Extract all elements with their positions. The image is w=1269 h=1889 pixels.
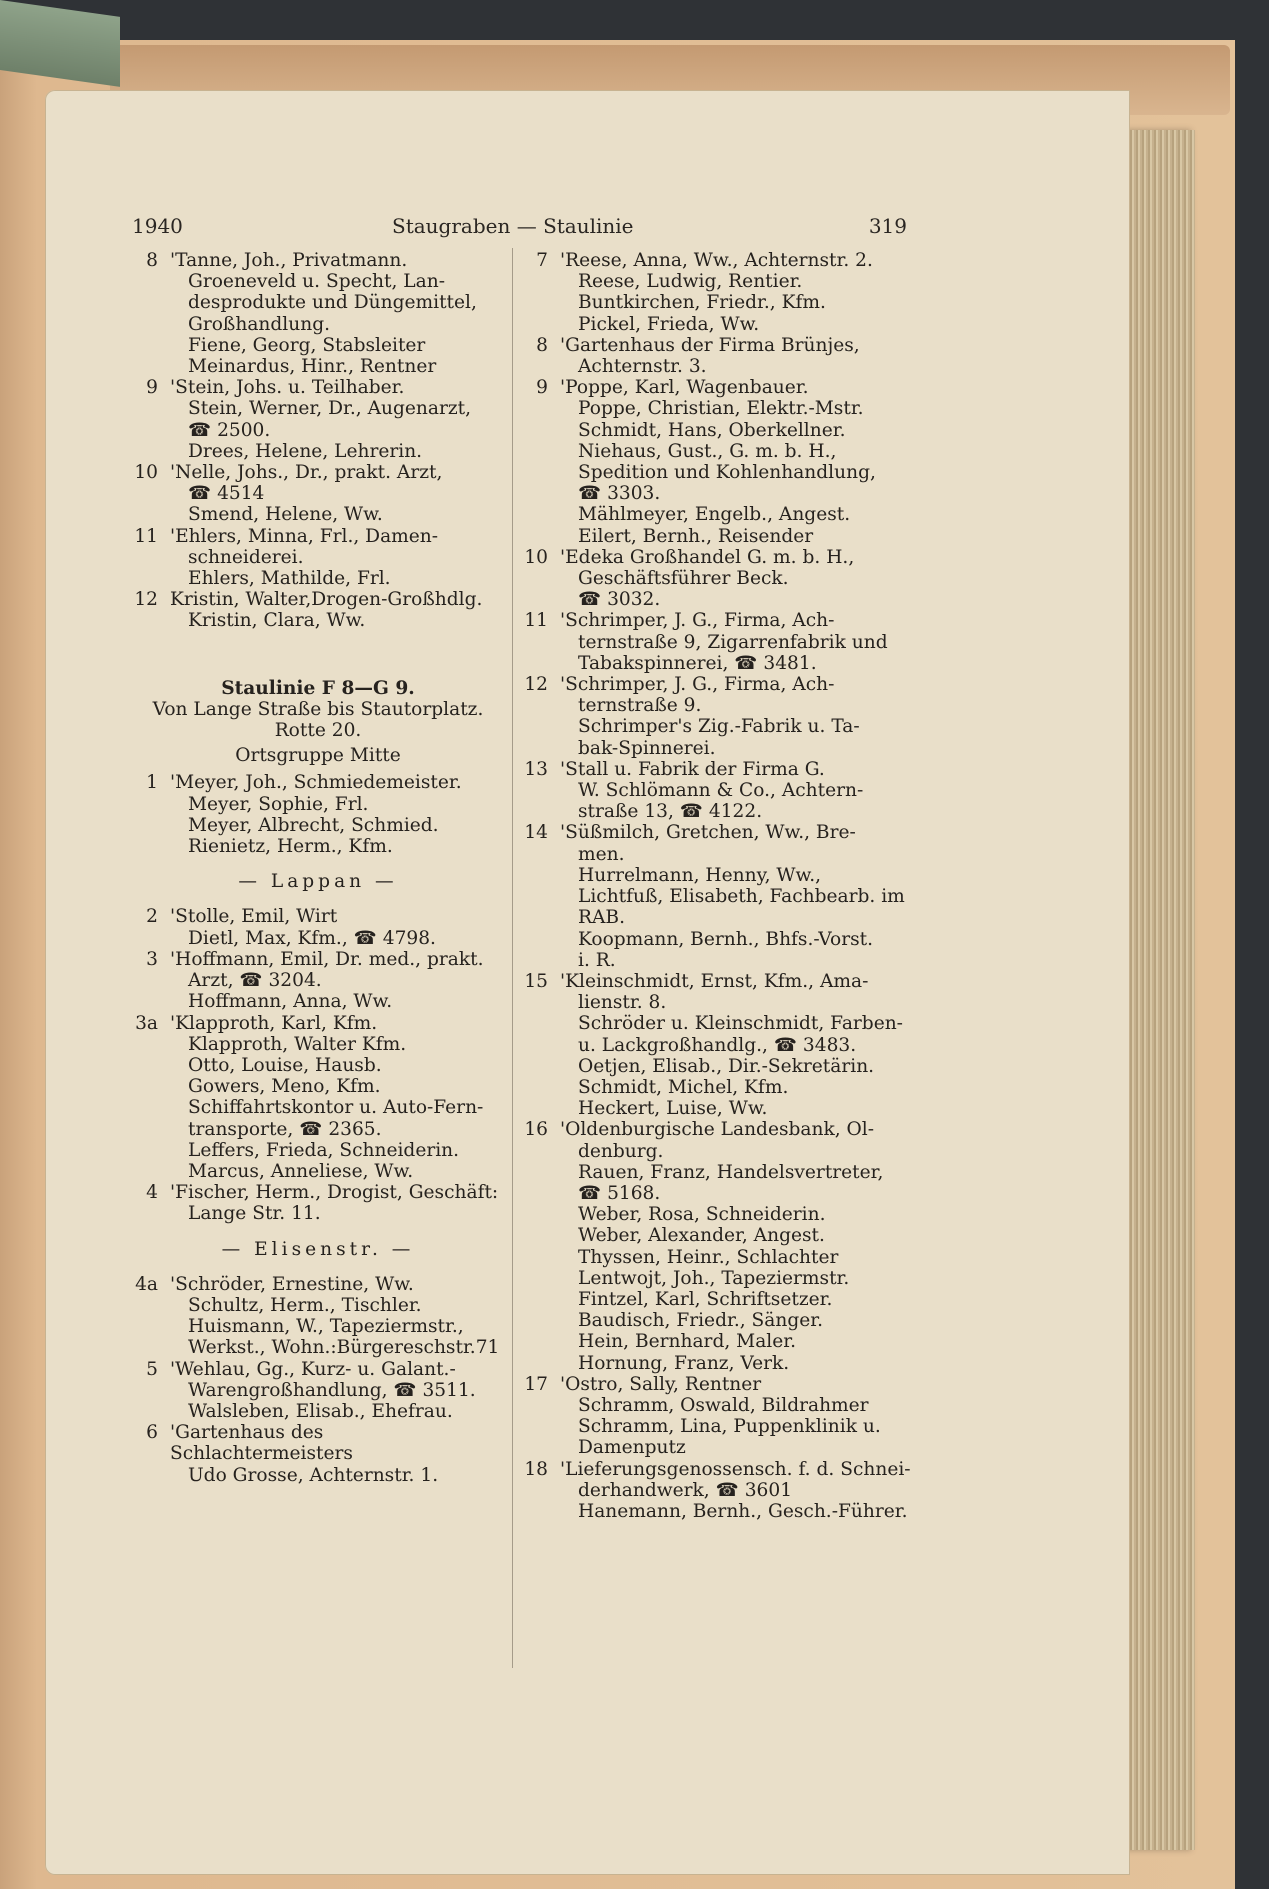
resident-line: Marcus, Anneliese, Ww. xyxy=(188,1160,414,1182)
resident-line: ☎ 4514 xyxy=(188,483,265,505)
resident-line: Werkst., Wohn.:Bürgereschstr.71 xyxy=(188,1337,500,1359)
resident-line: Otto, Louise, Hausb. xyxy=(188,1054,382,1076)
resident-line: Achternstr. 3. xyxy=(578,356,707,378)
resident-line: bak-Spinnerei. xyxy=(578,737,716,759)
resident-line: Hanemann, Bernh., Gesch.-Führer. xyxy=(578,1500,908,1522)
house-number: 4 xyxy=(146,1182,158,1204)
resident-line: 'Nelle, Johs., Dr., prakt. Arzt, xyxy=(170,462,443,484)
resident-line: straße 13, ☎ 4122. xyxy=(578,801,763,823)
house-number: 13 xyxy=(524,758,548,780)
street-description-line: Von Lange Straße bis Stautorplatz. xyxy=(152,698,484,720)
resident-line: Eilert, Bernh., Reisender xyxy=(578,525,814,547)
resident-line: 'Stall u. Fabrik der Firma G. xyxy=(560,758,825,780)
resident-line: Thyssen, Heinr., Schlachter xyxy=(578,1246,839,1268)
resident-line: Geschäftsführer Beck. xyxy=(578,568,789,590)
resident-line: Weber, Alexander, Angest. xyxy=(578,1225,825,1247)
resident-line: Meyer, Sophie, Frl. xyxy=(188,793,369,815)
resident-line: Lichtfuß, Elisabeth, Fachbearb. im xyxy=(578,886,905,908)
resident-line: 'Tanne, Joh., Privatmann. xyxy=(170,250,408,271)
resident-line: 'Ostro, Sally, Rentner xyxy=(560,1373,762,1395)
page-header xyxy=(132,214,907,244)
house-number: 1 xyxy=(146,772,158,794)
house-number: 8 xyxy=(536,334,548,356)
resident-line: Lentwojt, Joh., Tapeziermstr. xyxy=(578,1267,850,1289)
resident-line: ☎ 5168. xyxy=(578,1182,661,1204)
house-entry xyxy=(518,674,913,759)
resident-line: Schiffahrtskontor u. Auto-Fern- xyxy=(188,1097,484,1119)
resident-line: Schröder u. Kleinschmidt, Farben- xyxy=(578,1013,903,1035)
resident-line: ternstraße 9, Zigarrenfabrik und xyxy=(578,631,888,653)
resident-line: Drees, Helene, Lehrerin. xyxy=(188,440,423,462)
house-number: 2 xyxy=(146,906,158,928)
cross-street-heading: — Lappan — xyxy=(238,871,398,893)
resident-line: 'Kleinschmidt, Ernst, Kfm., Ama- xyxy=(560,970,869,992)
resident-line: Hornung, Franz, Verk. xyxy=(578,1352,790,1374)
house-number: 3a xyxy=(135,1012,158,1034)
street-heading: Staulinie F 8—G 9. xyxy=(221,677,415,699)
resident-line: Fiene, Georg, Stabsleiter xyxy=(188,334,426,356)
resident-line: Arzt, ☎ 3204. xyxy=(188,970,322,992)
resident-line: Udo Grosse, Achternstr. 1. xyxy=(188,1464,439,1486)
resident-line: Dietl, Max, Kfm., ☎ 4798. xyxy=(188,927,436,949)
house-number: 17 xyxy=(524,1373,548,1395)
resident-line: 'Fischer, Herm., Drogist, Geschäft: xyxy=(170,1182,499,1204)
house-entry xyxy=(128,949,508,1013)
house-entry xyxy=(128,589,508,631)
house-number: 6 xyxy=(146,1422,158,1444)
resident-line: 'Ehlers, Minna, Frl., Damen- xyxy=(170,525,439,547)
resident-line: Reese, Ludwig, Rentier. xyxy=(578,271,803,293)
resident-line: W. Schlömann & Co., Achtern- xyxy=(578,780,864,802)
resident-line: Baudisch, Friedr., Sänger. xyxy=(578,1310,824,1332)
resident-line: ☎ 2500. xyxy=(188,419,271,441)
resident-line: Oetjen, Elisab., Dir.-Sekretärin. xyxy=(578,1055,875,1077)
house-entry xyxy=(518,335,913,377)
house-number: 18 xyxy=(524,1458,548,1480)
resident-line: ternstraße 9. xyxy=(578,695,702,717)
resident-line: Groeneveld u. Specht, Lan- xyxy=(188,271,445,293)
resident-line: Warengroßhandlung, ☎ 3511. xyxy=(188,1379,476,1401)
resident-line: 'Süßmilch, Gretchen, Ww., Bre- xyxy=(560,822,856,844)
resident-line: Heckert, Luise, Ww. xyxy=(578,1098,768,1120)
resident-line: Ehlers, Mathilde, Frl. xyxy=(188,568,391,590)
house-number: 12 xyxy=(134,589,158,611)
house-entry xyxy=(518,822,913,970)
resident-line: 'Meyer, Joh., Schmiedemeister. xyxy=(170,772,462,794)
house-number: 15 xyxy=(524,970,548,992)
house-number: 11 xyxy=(134,525,158,547)
resident-line: transporte, ☎ 2365. xyxy=(188,1118,382,1140)
right-column xyxy=(518,250,913,1522)
resident-line: derhandwerk, ☎ 3601 xyxy=(578,1479,793,1501)
resident-line: 'Stolle, Emil, Wirt xyxy=(170,906,338,928)
resident-line: 'Gartenhaus der Firma Brünjes, xyxy=(560,334,860,356)
house-number: 8 xyxy=(146,250,158,271)
resident-line: 'Wehlau, Gg., Kurz- u. Galant.- xyxy=(170,1358,456,1380)
resident-line: Hurrelmann, Henny, Ww., xyxy=(578,864,822,886)
cross-street-heading: — Elisenstr. — xyxy=(221,1238,415,1260)
resident-line: Rienietz, Herm., Kfm. xyxy=(188,836,393,858)
resident-line: Hoffmann, Anna, Ww. xyxy=(188,991,393,1013)
resident-line: Kristin, Walter,Drogen-Großhdlg. xyxy=(170,589,483,611)
house-number: 11 xyxy=(524,610,548,632)
resident-line: Stein, Werner, Dr., Augenarzt, xyxy=(188,398,472,420)
resident-line: ☎ 3032. xyxy=(578,589,661,611)
resident-line: 'Oldenburgische Landesbank, Ol- xyxy=(560,1119,875,1141)
house-entry xyxy=(128,377,508,462)
house-number: 9 xyxy=(536,377,548,399)
resident-line: Schramm, Lina, Puppenklinik u. xyxy=(578,1416,881,1438)
resident-line: 'Schröder, Ernestine, Ww. xyxy=(170,1273,414,1295)
house-number: 10 xyxy=(524,546,548,568)
house-number: 5 xyxy=(146,1358,158,1380)
house-entry xyxy=(518,1119,913,1373)
house-number: 4a xyxy=(135,1273,158,1295)
house-number: 16 xyxy=(524,1119,548,1141)
house-entry xyxy=(128,526,508,590)
house-entry xyxy=(518,971,913,1119)
resident-line: Spedition und Kohlenhandlung, xyxy=(578,462,876,484)
resident-line: desprodukte und Düngemittel, xyxy=(188,292,477,314)
house-number: 3 xyxy=(146,948,158,970)
resident-line: Großhandlung. xyxy=(188,313,331,335)
resident-line: 'Lieferungsgenossensch. f. d. Schnei- xyxy=(560,1458,911,1480)
resident-line: u. Lackgroßhandlg., ☎ 3483. xyxy=(578,1034,857,1056)
house-number: 14 xyxy=(524,822,548,844)
resident-line: 'Schrimper, J. G., Firma, Ach- xyxy=(560,674,835,696)
resident-line: Damenputz xyxy=(578,1437,686,1459)
resident-line: Schrimper's Zig.-Fabrik u. Ta- xyxy=(578,716,860,738)
resident-line: Schultz, Herm., Tischler. xyxy=(188,1294,422,1316)
house-entry xyxy=(128,250,508,377)
house-entry xyxy=(518,610,913,674)
resident-line: Leffers, Frieda, Schneiderin. xyxy=(188,1139,460,1161)
resident-line: men. xyxy=(578,843,625,865)
resident-line: Niehaus, Gust., G. m. b. H., xyxy=(578,440,837,462)
house-entry xyxy=(518,377,913,547)
house-entry xyxy=(128,772,508,857)
resident-line: 'Klapproth, Karl, Kfm. xyxy=(170,1012,378,1034)
page-number: 319 xyxy=(868,214,907,238)
house-entry xyxy=(518,250,913,335)
resident-line: Meinardus, Hinr., Rentner xyxy=(188,356,437,378)
resident-line: Lange Str. 11. xyxy=(188,1203,321,1225)
left-column xyxy=(128,250,508,1486)
resident-line: Kristin, Clara, Ww. xyxy=(188,610,366,632)
house-entry xyxy=(518,759,913,823)
resident-line: Huismann, W., Tapeziermstr., xyxy=(188,1316,464,1338)
column-divider xyxy=(512,248,513,1668)
house-entry xyxy=(128,1013,508,1183)
resident-line: 'Stein, Johs. u. Teilhaber. xyxy=(170,377,405,399)
resident-line: Meyer, Albrecht, Schmied. xyxy=(188,814,439,836)
resident-line: 'Schrimper, J. G., Firma, Ach- xyxy=(560,610,835,632)
house-entry xyxy=(128,1422,508,1486)
house-entry xyxy=(128,906,508,948)
resident-line: Schmidt, Hans, Oberkellner. xyxy=(578,419,846,441)
resident-line: 'Reese, Anna, Ww., Achternstr. 2. xyxy=(560,250,873,271)
resident-line: Rauen, Franz, Handelsvertreter, xyxy=(578,1161,884,1183)
house-entry xyxy=(518,1459,913,1523)
house-entry xyxy=(128,1274,508,1359)
resident-line: 'Hoffmann, Emil, Dr. med., prakt. xyxy=(170,948,484,970)
resident-line: Hein, Bernhard, Maler. xyxy=(578,1331,796,1353)
resident-line: Smend, Helene, Ww. xyxy=(188,504,383,526)
house-number: 7 xyxy=(536,250,548,271)
house-entry xyxy=(518,1374,913,1459)
resident-line: Poppe, Christian, Elektr.-Mstr. xyxy=(578,398,864,420)
resident-line: Klapproth, Walter Kfm. xyxy=(188,1033,407,1055)
resident-line: ☎ 3303. xyxy=(578,483,661,505)
resident-line: lienstr. 8. xyxy=(578,992,667,1014)
resident-line: denburg. xyxy=(578,1140,664,1162)
resident-line: RAB. xyxy=(578,907,626,929)
resident-line: Tabakspinnerei, ☎ 3481. xyxy=(578,652,817,674)
resident-line: Schmidt, Michel, Kfm. xyxy=(578,1076,789,1098)
resident-line: Gowers, Meno, Kfm. xyxy=(188,1076,381,1098)
street-description-line: Ortsgruppe Mitte xyxy=(235,745,401,767)
house-entry xyxy=(128,462,508,526)
resident-line: 'Gartenhaus des Schlachtermeisters xyxy=(170,1422,353,1465)
house-number: 12 xyxy=(524,674,548,696)
house-entry xyxy=(128,1359,508,1423)
house-entry xyxy=(128,1182,508,1224)
resident-line: 'Edeka Großhandel G. m. b. H., xyxy=(560,546,855,568)
resident-line: 'Poppe, Karl, Wagenbauer. xyxy=(560,377,809,399)
resident-line: schneiderei. xyxy=(188,546,304,568)
resident-line: Walsleben, Elisab., Ehefrau. xyxy=(188,1400,453,1422)
resident-line: Schramm, Oswald, Bildrahmer xyxy=(578,1394,869,1416)
resident-line: Fintzel, Karl, Schriftsetzer. xyxy=(578,1288,833,1310)
resident-line: Pickel, Frieda, Ww. xyxy=(578,313,760,335)
page-title: Staugraben — Staulinie xyxy=(392,214,634,238)
page-year: 1940 xyxy=(132,214,183,238)
street-description-line: Rotte 20. xyxy=(274,720,362,742)
resident-line: Weber, Rosa, Schneiderin. xyxy=(578,1204,826,1226)
house-entry xyxy=(518,547,913,611)
house-number: 10 xyxy=(134,462,158,484)
resident-line: Buntkirchen, Friedr., Kfm. xyxy=(578,292,826,314)
resident-line: Mählmeyer, Engelb., Angest. xyxy=(578,504,851,526)
house-number: 9 xyxy=(146,377,158,399)
resident-line: i. R. xyxy=(578,949,616,971)
resident-line: Koopmann, Bernh., Bhfs.-Vorst. xyxy=(578,928,874,950)
